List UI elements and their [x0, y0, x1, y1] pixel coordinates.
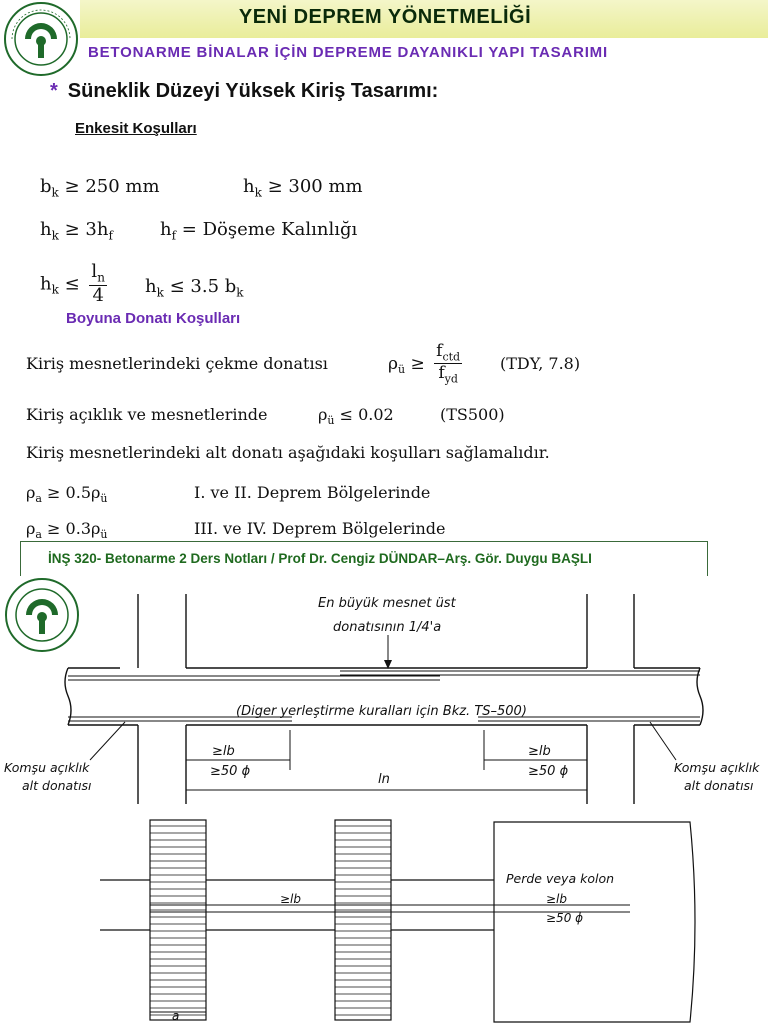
fraction: [89, 262, 107, 306]
rho-sub: a: [35, 528, 42, 542]
header-subtitle: BETONARME BİNALAR İÇİN DEPREME DAYANIKLI YAPI TASARIMI: [88, 44, 608, 61]
star-bullet-icon: *: [50, 80, 58, 102]
rho-sub: ü: [327, 414, 335, 428]
header-title: YENİ DEPREM YÖNETMELİĞİ: [238, 6, 532, 28]
rho: ρ: [318, 405, 328, 424]
fraction: [434, 342, 462, 386]
denominator: f: [438, 363, 445, 384]
drawing-label-left-1: Komşu açıklık: [4, 760, 90, 775]
tension-reinforcement-formula: [388, 342, 466, 386]
subsection-title: Enkesit Koşulları: [75, 120, 197, 137]
rho-sub: a: [35, 492, 42, 506]
relation: ≤ 3.5 b: [163, 276, 237, 297]
rho: ρ: [26, 519, 36, 538]
zone-3-4-text: III. ve IV. Deprem Bölgelerinde: [194, 519, 446, 538]
relation-sub: k: [236, 285, 244, 300]
drawing-label-right-2: alt donatısı: [684, 778, 754, 793]
numerator-sub: n: [97, 270, 105, 285]
condition-bk: [40, 176, 160, 200]
section-title: [50, 80, 438, 103]
symbol-sub: k: [156, 285, 164, 300]
relation-sub: f: [108, 228, 113, 243]
dim-lower-lb-2: ≥lb: [546, 892, 568, 906]
drawing-label-wall: Perde veya kolon: [506, 871, 615, 886]
dim-left-lb: ≥lb: [212, 744, 235, 759]
symbol-sub: f: [171, 228, 177, 243]
dim-right-50phi: ≥50 ϕ: [528, 764, 569, 779]
drawing-label-left-2: alt donatısı: [22, 778, 92, 793]
tension-reinforcement-ref: (TDY, 7.8): [500, 354, 581, 373]
university-logo: [2, 2, 80, 76]
relation: ≥ 3h: [58, 219, 109, 240]
symbol: b: [40, 176, 52, 197]
symbol: h: [40, 273, 52, 295]
condition-hf-definition: [160, 219, 357, 243]
dim-lower-50phi: ≥50 ϕ: [546, 911, 584, 925]
relation: ≤ 0.02: [334, 405, 394, 424]
span-support-text: Kiriş açıklık ve mesnetlerinde: [26, 405, 268, 424]
drawing-label-right-1: Komşu açıklık: [674, 760, 760, 775]
relation: ≥: [405, 353, 425, 374]
zone-1-2-formula: [26, 483, 108, 505]
zone-3-4-formula: [26, 519, 108, 541]
rho: ρ: [26, 483, 36, 502]
rho-sub: ü: [398, 362, 406, 376]
section-title-text: Süneklik Düzeyi Yüksek Kiriş Tasarımı:: [67, 80, 439, 102]
rho: ρ: [388, 353, 398, 374]
numerator: l: [91, 261, 98, 282]
zone-1-2-text: I. ve II. Deprem Bölgelerinde: [194, 483, 431, 502]
relation-sub: ü: [100, 492, 108, 506]
drawing-label-top-1: En büyük mesnet üst: [318, 596, 456, 611]
dim-ln: ln: [378, 772, 390, 787]
symbol-sub: k: [254, 185, 262, 200]
symbol-sub: k: [51, 185, 59, 200]
dim-lower-lb-1: ≥lb: [280, 892, 302, 906]
dim-right-lb: ≥lb: [528, 744, 551, 759]
relation: ≥ 250 mm: [58, 176, 160, 197]
numerator-sub: ctd: [442, 350, 461, 364]
denominator: 4: [92, 284, 104, 306]
condition-hk: [243, 176, 363, 200]
relation-sub: ü: [100, 528, 108, 542]
symbol-sub: k: [51, 282, 59, 297]
span-support-formula: [318, 405, 394, 427]
symbol: h: [145, 276, 157, 297]
denominator-sub: yd: [444, 372, 458, 386]
relation: ≥ 300 mm: [261, 176, 363, 197]
condition-hk-bk: [145, 276, 244, 300]
relation: ≥ 0.3ρ: [41, 519, 101, 538]
longitudinal-reinforcement-title: Boyuna Donatı Koşulları: [66, 310, 241, 327]
relation: ≤: [58, 273, 80, 295]
symbol: h: [243, 176, 255, 197]
dim-a: a: [172, 1009, 180, 1023]
symbol-sub: k: [51, 228, 59, 243]
span-support-ref: (TS500): [440, 405, 505, 424]
condition-hk-3hf: [40, 219, 113, 243]
university-logo-lower: [2, 578, 82, 652]
symbol: h: [160, 219, 172, 240]
condition-hk-ln: [40, 262, 111, 306]
numerator: f: [436, 341, 443, 361]
drawing-label-rules: (Diger yerleştirme kuralları için Bkz. TS–500): [236, 704, 527, 719]
beam-drawing: [0, 578, 768, 1024]
drawing-label-top-2: donatısının 1/4'a: [333, 620, 442, 635]
tension-reinforcement-text: Kiriş mesnetlerindeki çekme donatısı: [26, 354, 328, 373]
relation: = Döşeme Kalınlığı: [176, 219, 358, 240]
footer-text: İNŞ 320- Betonarme 2 Ders Notları / Prof Dr. Cengiz DÜNDAR–Arş. Gör. Duygu BAŞLI: [48, 551, 592, 566]
symbol: h: [40, 219, 52, 240]
relation: ≥ 0.5ρ: [41, 483, 101, 502]
bottom-reinforcement-text: Kiriş mesnetlerindeki alt donatı aşağıdaki koşulları sağlamalıdır.: [26, 443, 550, 462]
dim-left-50phi: ≥50 ϕ: [210, 764, 251, 779]
